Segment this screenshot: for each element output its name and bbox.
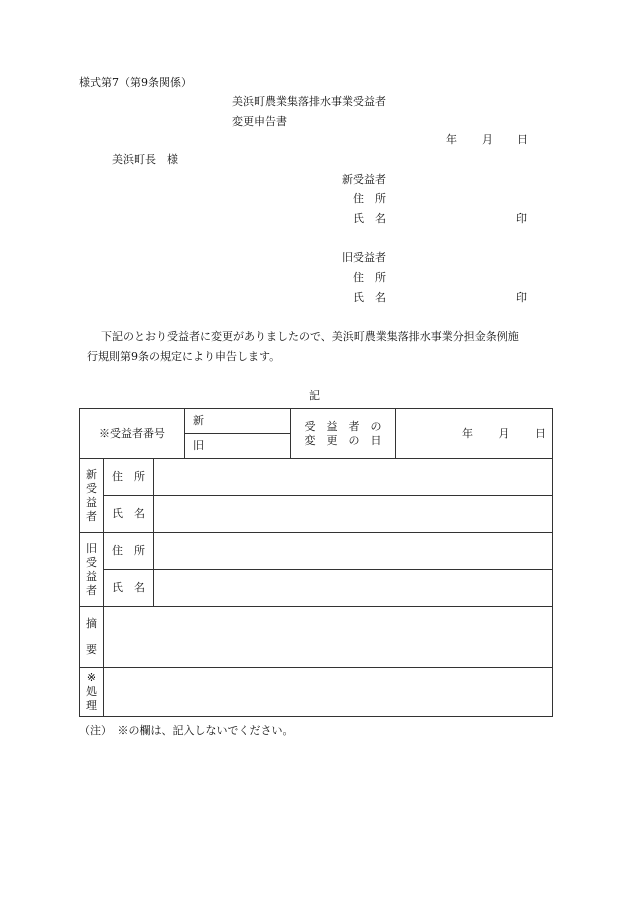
beneficiary-number-label-cell: [80, 409, 185, 459]
summary-char: 要: [86, 643, 97, 656]
change-date-label-line2: 変 更 の 日: [304, 433, 382, 447]
group-char: 者: [86, 509, 97, 523]
table-date-day-label: 日: [535, 426, 547, 440]
processing-char: 理: [86, 699, 97, 712]
change-date-value-cell[interactable]: [396, 409, 553, 459]
beneficiary-change-table: [79, 408, 553, 717]
group-char: 益: [86, 569, 97, 583]
processing-field[interactable]: [104, 668, 553, 717]
new-beneficiary-seal: 印: [516, 212, 527, 225]
table-date-year-label: 年: [462, 426, 474, 440]
new-name-field[interactable]: [154, 496, 553, 533]
new-address-field[interactable]: [154, 459, 553, 496]
old-beneficiary-name-label: 氏 名: [353, 291, 386, 304]
group-char: 者: [86, 583, 97, 597]
new-beneficiary-address-label: 住 所: [353, 192, 386, 205]
group-char: 受: [86, 481, 97, 495]
old-address-field[interactable]: [154, 533, 553, 570]
old-beneficiary-heading: 旧受益者: [342, 251, 386, 264]
old-name-label: 氏 名: [112, 581, 145, 594]
old-name-field[interactable]: [154, 570, 553, 607]
new-number-label: 新: [193, 414, 205, 427]
group-char: 新: [86, 467, 97, 481]
change-date-label-cell: [291, 409, 396, 459]
old-name-label-cell: [104, 570, 154, 607]
old-number-cell[interactable]: [185, 434, 291, 459]
old-beneficiary-group-label: [80, 533, 104, 607]
processing-char: 処: [86, 685, 97, 698]
new-name-label-cell: [104, 496, 154, 533]
ki-heading: 記: [309, 389, 320, 402]
summary-char: 摘: [86, 617, 97, 630]
new-address-label: 住 所: [112, 470, 145, 483]
group-char: 旧: [86, 541, 97, 555]
addressee: 美浜町長 様: [112, 153, 178, 166]
processing-label-cell: [80, 668, 104, 717]
footnote: （注） ※の欄は、記入しないでください。: [79, 724, 294, 737]
new-beneficiary-group-label: [80, 459, 104, 533]
group-char: 受: [86, 555, 97, 569]
new-address-label-cell: [104, 459, 154, 496]
old-address-label: 住 所: [112, 544, 145, 557]
group-char: 益: [86, 495, 97, 509]
processing-char: ※: [86, 671, 97, 684]
summary-label-cell: [80, 607, 104, 668]
new-beneficiary-name-label: 氏 名: [353, 212, 386, 225]
new-beneficiary-heading: 新受益者: [342, 173, 386, 186]
old-address-label-cell: [104, 533, 154, 570]
date-year-label: 年: [446, 133, 457, 146]
new-number-cell[interactable]: [185, 409, 291, 434]
old-beneficiary-seal: 印: [516, 291, 527, 304]
table-date-month-label: 月: [498, 426, 510, 440]
date-day-label: 日: [517, 133, 528, 146]
beneficiary-number-label: ※受益者番号: [99, 426, 165, 440]
old-beneficiary-address-label: 住 所: [353, 271, 386, 284]
new-name-label: 氏 名: [112, 507, 145, 520]
body-text-line1: 下記のとおり受益者に変更がありましたので、美浜町農業集落排水事業分担金条例施: [101, 330, 519, 343]
date-month-label: 月: [482, 133, 493, 146]
change-date-label-line1: 受 益 者 の: [304, 419, 382, 433]
form-title-line2: 変更申告書: [232, 115, 287, 128]
form-title-line1: 美浜町農業集落排水事業受益者: [232, 95, 386, 108]
summary-field[interactable]: [104, 607, 553, 668]
form-number: 様式第7（第9条関係）: [79, 76, 192, 89]
body-text-line2: 行規則第9条の規定により申告します。: [87, 350, 281, 363]
old-number-label: 旧: [193, 439, 205, 452]
